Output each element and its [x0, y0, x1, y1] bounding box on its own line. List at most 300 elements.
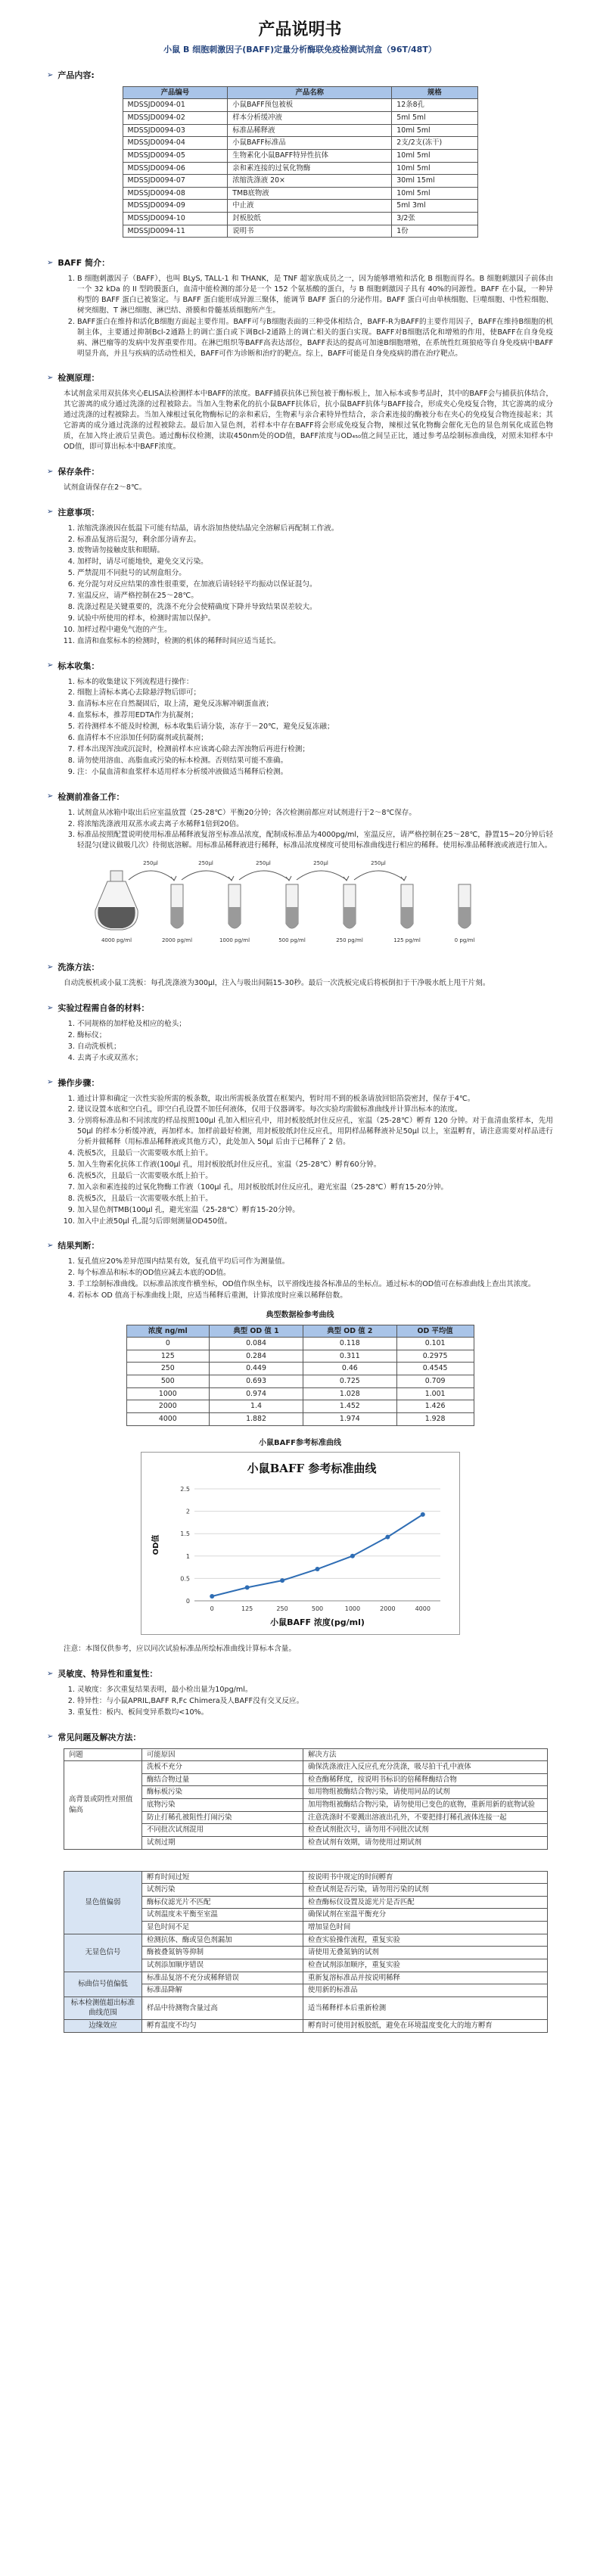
notes-heading-text: 注意事项： [58, 507, 100, 517]
arrow-head-icon [401, 876, 406, 881]
table-cell: MDSSJD0094-11 [123, 225, 228, 238]
table-cell: 0 [126, 1338, 210, 1350]
table-cell: 1.001 [396, 1387, 474, 1400]
faq-problem-cell: 标本检测值超出标准曲线范围 [64, 1996, 142, 2019]
x-tick-label: 125 [241, 1605, 253, 1613]
list-item: 9. 加入显色剂TMB(100μl 孔，避光室温（25-28℃）孵育15-20分钟。 [77, 1205, 553, 1216]
table-cell: 10ml 5ml [392, 124, 477, 137]
arrow-head-icon [344, 876, 349, 881]
list-item: 3. 手工绘制标准曲线。以标准品浓度作横坐标，OD值作纵坐标，以平滑线连接各标准品的坐标点。通过标本的OD值可在标准曲线上查出其浓度。 [77, 1279, 553, 1290]
standard-curve-chart [141, 1452, 460, 1635]
materials-list [64, 1019, 553, 1064]
principle-heading [47, 372, 553, 384]
tube-liquid [228, 907, 241, 928]
col-header: 规格 [392, 86, 477, 99]
faq-cause-cell: 酶被叠氮钠等抑制 [142, 1947, 303, 1959]
table-cell: 5ml 3ml [392, 200, 477, 213]
transfer-arrow-icon [129, 871, 174, 880]
table-cell: MDSSJD0094-10 [123, 213, 228, 225]
faq-cause-cell: 防止打稀孔被阻性打闹污染 [142, 1811, 303, 1824]
faq-cause-cell: 试剂污染 [142, 1884, 303, 1897]
table-row [64, 1871, 548, 1884]
arrow-head-icon [286, 876, 291, 881]
arrow-head-icon [228, 876, 234, 881]
table-row [123, 162, 477, 175]
table-cell: 4000 [126, 1412, 210, 1425]
table-cell: MDSSJD0094-01 [123, 99, 228, 112]
table-cell: 10ml 5ml [392, 162, 477, 175]
list-item: 1. 通过计算和确定一次性实验所需的板条数，取出所需板条放置在框架内，暂时用不到的板条请放回铝箔袋密封，保存于4℃。 [77, 1094, 553, 1105]
table-cell: MDSSJD0094-04 [123, 137, 228, 150]
faq-table-1-body [64, 1761, 548, 1849]
arrow-head-icon [171, 876, 176, 881]
table-row [123, 99, 477, 112]
y-tick-label: 0.5 [179, 1575, 190, 1583]
dilution-diagram [64, 857, 553, 948]
contents-heading [47, 70, 553, 82]
list-item: 8. 请勿使用溶血、高脂血或污染的标本检测。否则结果可能不准确。 [77, 756, 553, 766]
faq-cause-cell: 酶结合物过量 [142, 1773, 303, 1786]
prep-heading-text: 检测前准备工作： [58, 791, 125, 802]
storage-heading [47, 466, 553, 478]
list-item: 4. 加样时，请尽可能地快，避免交叉污染。 [77, 557, 553, 567]
list-item: 5. 严禁混用不同批号的试剂盒组分。 [77, 568, 553, 579]
faq-cause-cell: 酶标仪滤光片不匹配 [142, 1896, 303, 1909]
faq-solution-cell: 确保洗涤液注入反应孔充分洗涤，吸尽拍干孔中液体 [303, 1761, 548, 1774]
list-item: 2. 细胞上清标本离心去除悬浮物后即可； [77, 688, 553, 698]
y-axis-label: OD值 [151, 1534, 160, 1555]
list-item: 4. 血浆标本，推荐用EDTA作为抗凝剂； [77, 710, 553, 721]
prep-heading [47, 791, 553, 803]
table-row [123, 187, 477, 200]
table-cell: 1000 [126, 1387, 210, 1400]
list-item: 10. 加样过程中避免气泡的产生。 [77, 625, 553, 635]
faq-cause-cell: 样品中待测物含量过高 [142, 1996, 303, 2019]
table-cell: 5ml 5ml [392, 112, 477, 125]
table-cell: 1.452 [303, 1400, 396, 1413]
col-header: 产品编号 [123, 86, 228, 99]
x-tick-label: 500 [311, 1605, 323, 1613]
transfer-arrow-icon [297, 871, 347, 880]
contents-table-body [123, 99, 477, 238]
list-item: 3. 分别将标准品和不同浓度的样品按照100μl 孔加入相应孔中，用封板胶纸封住反应孔，室温（25-28℃）孵育 120 分钟。对于血清血浆样本，先用 50μl 的样本分析缓冲液，再加样本。加样前最好检测，用封板胶纸封住反应孔，用阴样品稀释液补足50μl 以上，室温孵育，请注意需要对样品进行分析并做稀释（用标准品稀释液或其他方式），此处加入 50μl 后由于已稀释了 2 倍。 [77, 1116, 553, 1148]
table-row [123, 200, 477, 213]
specificity-heading [47, 1668, 553, 1680]
list-item: 3. 重复性：板内、板间变异系数均<10%。 [77, 1707, 553, 1718]
table-row [126, 1338, 474, 1350]
list-item: 3. 废物请勿接触皮肤和眼睛。 [77, 545, 553, 556]
arrow-bullet-icon: ➢ [47, 508, 54, 517]
faq-problem-cell: 显色值偏弱 [64, 1871, 142, 1934]
arrow-bullet-icon: ➢ [47, 467, 54, 476]
list-item: 1. B 细胞刺激因子（BAFF），也叫 BLyS, TALL-1 和 THANK，是 TNF 超家族成员之一，因为能够增殖和活化 B 细胞而得名。B 细胞刺激因子前体由一个 32 kDa 的 II 型跨膜蛋白，血清中能检测的部分是一个 152 个氨基酸的蛋白，与 B 细胞刺激因子具有 40%的同源性。BAFF 在小鼠，一种异构型的 BAFF 蛋白已被鉴定。与 BAFF 蛋白能形成异源三聚体，能调节 BAFF 蛋白的分泌作用。BAFF 蛋白可由单核细胞、巨噬细胞、中性粒细胞、树突细胞、T 淋巴细胞、淋巴结、滑膜和骨髓基质细胞所产生。 [77, 274, 553, 316]
tube-liquid [459, 907, 471, 928]
data-point [350, 1554, 354, 1558]
faq-solution-cell: 增加显色时间 [303, 1922, 548, 1934]
list-item: 2. BAFF蛋白在维持和活化B细胞方面起主要作用。BAFF可与B细胞表面的三种受体相结合，BAFF-R为BAFF的主要作用因子，BAFF在维持B细胞的机制主体，主要通过抑制Bcl-2通路上的调亡蛋白或下调Bcl-2通路上的调亡相关的蛋白实现。BAFF对B细胞活化和增殖的作用，使BAFF在自身免疫病、淋巴瘤等的发病中发挥重要作用。在淋巴组织等BAFF高表达部位，BAFF表达的提高可加速B细胞增殖，在系统性红斑狼疮等自身免疫病中BAFF明显升高，并且与疾病的活动性相关，BAFF可作为诊断和治疗的靶点。综上，BAFF可能是自身免疫病的潜在治疗靶点。 [77, 317, 553, 359]
faq-cause-cell: 孵育温度不均匀 [142, 2020, 303, 2033]
washing-heading [47, 962, 553, 974]
results-heading-text: 结果判断： [58, 1241, 100, 1251]
table-cell: MDSSJD0094-03 [123, 124, 228, 137]
col-header: 浓度 ng/ml [126, 1325, 210, 1338]
table-cell: 0.284 [210, 1350, 303, 1363]
intro-heading-text: BAFF 简介： [58, 258, 110, 269]
table-cell: 3/2张 [392, 213, 477, 225]
faq-cause-cell: 洗板不充分 [142, 1761, 303, 1774]
std-table-header [126, 1325, 474, 1338]
faq-solution-cell: 按说明书中规定的时间孵育 [303, 1871, 548, 1884]
table-cell: 10ml 5ml [392, 187, 477, 200]
transfer-volume-label: 250μl [371, 860, 386, 867]
dilution-svg [64, 857, 548, 948]
list-item: 2. 建议设置本底和空白孔，即空白孔设置不加任何液体，仅用于仪器调零。每次实验均需做标准曲线并计算出标本的浓度。 [77, 1105, 553, 1115]
dilution-tubes [129, 860, 474, 943]
y-tick-label: 2.5 [179, 1486, 190, 1493]
faq-problem-cell: 标曲信号值偏低 [64, 1972, 142, 1996]
transfer-arrow-icon [354, 871, 404, 880]
list-item: 2. 每个标准品和标本的OD值应减去本底的OD值。 [77, 1268, 553, 1279]
arrow-bullet-icon: ➢ [47, 1078, 54, 1087]
doc-subtitle: 小鼠 B 细胞刺激因子(BAFF)定量分析酶联免疫检测试剂盒（96T/48T） [163, 44, 437, 54]
table-row [64, 2020, 548, 2033]
tube-liquid [286, 907, 298, 928]
storage-heading-text: 保存条件： [58, 466, 100, 477]
faq-cause-cell: 试剂温度未平衡至室温 [142, 1909, 303, 1922]
faq-heading-text: 常见问题及解决方法： [58, 1732, 141, 1742]
data-point [315, 1567, 319, 1571]
faq-solution-cell: 重新复溶标准品并按说明稀释 [303, 1972, 548, 1984]
table-cell: 500 [126, 1375, 210, 1388]
materials-heading-text: 实验过程需自备的材料： [58, 1003, 150, 1014]
table-cell: 0.974 [210, 1387, 303, 1400]
list-item: 2. 特异性：与小鼠APRIL,BAFF R,Fc Chimera及人BAFF没有交叉反应。 [77, 1696, 553, 1707]
table-cell: 小鼠BAFF预包被板 [228, 99, 392, 112]
faq-cause-cell: 显色时间不足 [142, 1922, 303, 1934]
table-cell: 0.118 [303, 1338, 396, 1350]
faq-problem-cell: 无显色信号 [64, 1934, 142, 1972]
list-item: 1. 灵敏度：多次重复结果表明，最小检出量为10pg/ml。 [77, 1685, 553, 1695]
chart-note: 注意：本图仅供参考，应以同次试验标准品所绘标准曲线计算标本含量。 [64, 1645, 296, 1654]
table-cell: 0.725 [303, 1375, 396, 1388]
list-item: 6. 血清样本不应添加任何防腐剂或抗凝剂； [77, 733, 553, 744]
tube-label: 125 pg/ml [393, 937, 421, 944]
table-cell: MDSSJD0094-05 [123, 149, 228, 162]
table-cell: 说明书 [228, 225, 392, 238]
list-item: 1. 试剂盒从冰箱中取出后应室温放置（25-28℃）平衡20分钟；各次检测前都应对试剂进行于2～8℃保存。 [77, 808, 553, 819]
table-row [123, 225, 477, 238]
y-tick-label: 1.5 [179, 1530, 190, 1538]
table-cell: 0.311 [303, 1350, 396, 1363]
list-item: 3. 血清标本应在自然凝固后，取上清，避免反冻解冲刷蛋血液； [77, 699, 553, 710]
faq-solution-cell: 检查试剂有效期，请勿使用过期试剂 [303, 1836, 548, 1849]
list-item: 4. 洗板5次，且最后一次需要吸水纸上拍干。 [77, 1148, 553, 1159]
std-data-table [126, 1325, 474, 1426]
arrow-bullet-icon: ➢ [47, 1669, 54, 1678]
table-cell: 2000 [126, 1400, 210, 1413]
faq-problem-cell: 边缘效应 [64, 2020, 142, 2033]
prep-list [64, 808, 553, 852]
faq-problem-cell: 高背景或阴性对照值偏高 [64, 1761, 142, 1849]
arrow-bullet-icon: ➢ [47, 962, 54, 971]
procedure-list [64, 1094, 553, 1227]
table-cell: MDSSJD0094-02 [123, 112, 228, 125]
results-heading [47, 1240, 553, 1252]
list-item: 2. 将浓缩洗涤液用双蒸水或去离子水稀释1倍到20倍。 [77, 819, 553, 830]
transfer-volume-label: 250μl [256, 860, 271, 867]
list-item: 3. 标准品按照配置说明使用标准品稀释液复溶至标准品浓度，配制成标准品为4000pg/ml，室温反应，请严格控制在25～28℃，静置15~20分钟后轻轻混匀(建议做吸几次）待彻底溶解。用标准品稀释液进行稀释，标准品浓度梯度可使用标准曲线进行相应的稀释。使用标准品稀释液或液进行加入。 [77, 830, 553, 851]
arrow-bullet-icon: ➢ [47, 70, 54, 79]
faq-cause-cell: 孵育时间过短 [142, 1871, 303, 1884]
table-row [123, 213, 477, 225]
tube-liquid [171, 907, 183, 928]
procedure-heading [47, 1077, 553, 1089]
col-header: 典型 OD 值 1 [210, 1325, 303, 1338]
specificity-heading-text: 灵敏度、特异性和重复性： [58, 1668, 158, 1679]
tube-label: 500 pg/ml [278, 937, 306, 944]
list-item: 9. 注：小鼠血清和血浆样本适用样本分析缓冲液做适当稀释后检测。 [77, 767, 553, 778]
faq-cause-cell: 试剂过期 [142, 1836, 303, 1849]
faq-solution-cell: 检查实验操作流程，重复实验 [303, 1934, 548, 1947]
faq-header [64, 1748, 548, 1761]
results-list [64, 1257, 553, 1301]
std-table-body [126, 1338, 474, 1425]
faq-solution-cell: 检查试剂是否污染，请勿用污染的试剂 [303, 1884, 548, 1897]
y-tick-label: 1 [185, 1552, 190, 1560]
table-cell: 10ml 5ml [392, 149, 477, 162]
data-point [420, 1512, 424, 1517]
arrow-bullet-icon: ➢ [47, 792, 54, 801]
table-cell: 0.101 [396, 1338, 474, 1350]
table-row [64, 1761, 548, 1774]
tube-liquid [401, 907, 413, 928]
table-cell: 250 [126, 1363, 210, 1375]
principle-heading-text: 检测原理： [58, 373, 100, 384]
list-item: 2. 标准品复溶后混匀，剩余部分请弃去。 [77, 535, 553, 545]
table-cell: MDSSJD0094-08 [123, 187, 228, 200]
table-row [126, 1387, 474, 1400]
list-item: 1. 浓缩洗涤液因在低温下可能有结晶，请水浴加热使结晶完全溶解后再配制工作液。 [77, 524, 553, 534]
table-cell: MDSSJD0094-06 [123, 162, 228, 175]
y-tick-label: 0 [185, 1598, 190, 1605]
table-row [123, 124, 477, 137]
faq-solution-cell: 检查酶标仪设置及滤光片是否匹配 [303, 1896, 548, 1909]
col-header: OD 平均值 [396, 1325, 474, 1338]
table-row [123, 112, 477, 125]
x-axis-label: 小鼠BAFF 浓度(pg/ml) [269, 1617, 365, 1628]
list-item: 10. 加入中止液50μl 孔,混匀后即刻测量OD450值。 [77, 1217, 553, 1227]
table-row [123, 137, 477, 150]
table-row [64, 1996, 548, 2019]
faq-cause-cell: 标准品降解 [142, 1984, 303, 1997]
faq-cause-cell: 标准品复溶不充分或稀释错误 [142, 1972, 303, 1984]
specificity-list [64, 1685, 553, 1718]
table-cell: 1.4 [210, 1400, 303, 1413]
table-cell: 1.426 [396, 1400, 474, 1413]
washing-heading-text: 洗涤方法： [58, 962, 100, 973]
faq-solution-cell: 请使用无叠氮钠的试剂 [303, 1947, 548, 1959]
faq-cause-cell: 不同批次试剂混用 [142, 1824, 303, 1837]
list-item: 6. 充分混匀对反应结果的准性很重要，在加液后请轻轻平均振动以保证混匀。 [77, 580, 553, 590]
transfer-arrow-icon [182, 871, 232, 880]
x-tick-label: 250 [275, 1605, 288, 1613]
table-row [126, 1400, 474, 1413]
data-point [210, 1594, 214, 1599]
notes-list [64, 524, 553, 647]
notes-heading [47, 507, 553, 519]
col-header: 可能原因 [142, 1748, 303, 1761]
contents-table-header [123, 86, 477, 99]
col-header: 典型 OD 值 2 [303, 1325, 396, 1338]
faq-cause-cell: 检测抗体、酶或显色剂漏加 [142, 1934, 303, 1947]
table-cell: 30ml 15ml [392, 175, 477, 188]
table-cell: 12条8孔 [392, 99, 477, 112]
faq-solution-cell: 加用物组被酶结合物污染，请勿使用已变色的底物，重新用新的底物试验 [303, 1799, 548, 1812]
data-point [244, 1585, 249, 1589]
materials-heading [47, 1002, 553, 1015]
table-cell: 0.449 [210, 1363, 303, 1375]
intro-heading [47, 257, 553, 269]
doc-title: 产品说明书 [258, 20, 342, 39]
table-row [126, 1350, 474, 1363]
col-header: 解决方法 [303, 1748, 548, 1761]
contents-table [123, 86, 478, 238]
faq-solution-cell: 检查试剂添加顺序，重复实验 [303, 1959, 548, 1972]
series-line [212, 1515, 423, 1596]
table-row [123, 175, 477, 188]
sample-heading [47, 660, 553, 673]
table-cell: 0.46 [303, 1363, 396, 1375]
table-cell: 封板胶纸 [228, 213, 392, 225]
table-cell: 0.4545 [396, 1363, 474, 1375]
y-tick-label: 2 [185, 1508, 190, 1515]
list-item: 2. 酶标仪； [77, 1030, 553, 1041]
table-cell: 中止液 [228, 200, 392, 213]
table-cell: MDSSJD0094-07 [123, 175, 228, 188]
intro-list [64, 274, 553, 359]
faq-solution-cell: 确保试剂在室温平衡充分 [303, 1909, 548, 1922]
table-row [123, 149, 477, 162]
arrow-bullet-icon: ➢ [47, 661, 54, 670]
washing-text: 自动洗板机或小鼠工洗板：每孔洗涤液为300μl，注入与吸出间隔15-30秒。最后一次洗板完成后将板倒扣于干净吸水纸上甩干片刻。 [64, 979, 490, 988]
tube-label: 4000 pg/ml [101, 937, 132, 944]
list-item: 1. 复孔值应20%差异范围内结果有效，复孔值平均后可作为测量值。 [77, 1257, 553, 1267]
tube-label: 2000 pg/ml [161, 937, 193, 944]
std-table-caption: 典型数据检参考曲线 [266, 1311, 334, 1320]
faq-solution-cell: 孵育时可使用封板胶纸，避免在环境温度变化大的地方孵育 [303, 2020, 548, 2033]
transfer-volume-label: 250μl [313, 860, 328, 867]
list-item: 11. 血清和血浆标本的检测时，检测的机体的稀释时间应适当延长。 [77, 636, 553, 647]
tube-label: 250 pg/ml [336, 937, 363, 944]
faq-table-2 [64, 1871, 548, 2033]
list-item: 1. 标本的收集建议下列流程进行操作： [77, 677, 553, 688]
table-cell: 2支/2支(冻干) [392, 137, 477, 150]
table-cell: 小鼠BAFF标准品 [228, 137, 392, 150]
list-item: 5. 加入生物素化抗体工作液(100μl 孔，用封板胶纸封住反应孔，室温（25-28℃）孵育60分钟。 [77, 1160, 553, 1170]
chart-svg [141, 1453, 459, 1634]
table-cell: 浓缩洗涤液 20× [228, 175, 392, 188]
table-cell: 1.974 [303, 1412, 396, 1425]
list-item: 8. 洗涤过程是关键重要的，洗涤不充分会使精确度下降并导致结果误差较大。 [77, 602, 553, 613]
table-row [126, 1412, 474, 1425]
faq-cause-cell: 酶标板污染 [142, 1786, 303, 1799]
table-cell: 0.084 [210, 1338, 303, 1350]
col-header: 问题 [64, 1748, 142, 1761]
faq-heading [47, 1732, 553, 1744]
tube-label: 0 pg/ml [454, 937, 475, 944]
table-row [126, 1375, 474, 1388]
transfer-volume-label: 250μl [198, 860, 213, 867]
faq-solution-cell: 使用新的标准品 [303, 1984, 548, 1997]
table-cell: 1.928 [396, 1412, 474, 1425]
list-item: 5. 若待测样本不能及时检测，标本收集后请分装，冻存于－20℃，避免反复冻融； [77, 722, 553, 732]
arrow-bullet-icon: ➢ [47, 1241, 54, 1251]
list-item: 6. 洗板5次，且最后一次需要吸水纸上拍干。 [77, 1171, 553, 1182]
tube-label: 1000 pg/ml [219, 937, 250, 944]
x-tick-label: 0 [210, 1605, 214, 1613]
chart-caption: 小鼠BAFF参考标准曲线 [258, 1438, 342, 1447]
faq-solution-cell: 适当稀释样本后重新检测 [303, 1996, 548, 2019]
list-item: 3. 自动洗板机； [77, 1042, 553, 1052]
table-cell: 0.693 [210, 1375, 303, 1388]
table-row [64, 1972, 548, 1984]
x-tick-label: 2000 [379, 1605, 396, 1613]
data-point [280, 1578, 284, 1583]
faq-solution-cell: 检查试剂批次号，请勿用不同批次试剂 [303, 1824, 548, 1837]
table-cell: 标准品稀释液 [228, 124, 392, 137]
table-cell: MDSSJD0094-09 [123, 200, 228, 213]
transfer-volume-label: 250μl [143, 860, 158, 867]
arrow-bullet-icon: ➢ [47, 1003, 54, 1012]
procedure-heading-text: 操作步骤： [58, 1077, 100, 1088]
x-tick-label: 4000 [415, 1605, 431, 1613]
faq-table-2-body [64, 1871, 548, 2032]
table-cell: 亲和素连接的过氧化物酶 [228, 162, 392, 175]
list-item: 7. 加入亲和素连接的过氧化物酶工作液（100μl 孔，用封板胶纸封住反应孔，避光室温（25-28℃）孵育15-20分钟。 [77, 1182, 553, 1193]
table-cell: 1.028 [303, 1387, 396, 1400]
list-item: 1. 不同规格的加样枪及相应的枪头； [77, 1019, 553, 1030]
list-item: 4. 若标本 OD 值高于标准曲线上限，应适当稀释后重测，计算浓度时应乘以稀释倍数。 [77, 1291, 553, 1301]
table-row [126, 1363, 474, 1375]
col-header: 产品名称 [228, 86, 392, 99]
storage-text: 试剂盒请保存在2～8℃。 [64, 483, 147, 492]
table-cell: 0.709 [396, 1375, 474, 1388]
faq-cause-cell: 底物污染 [142, 1799, 303, 1812]
list-item: 8. 洗板5次，且最后一次需要吸水纸上拍干。 [77, 1194, 553, 1204]
data-point [385, 1535, 390, 1540]
table-cell: 125 [126, 1350, 210, 1363]
x-tick-label: 1000 [344, 1605, 360, 1613]
transfer-arrow-icon [239, 871, 289, 880]
faq-table-1 [64, 1748, 548, 1850]
table-cell: 1.882 [210, 1412, 303, 1425]
table-cell: TMB底物液 [228, 187, 392, 200]
list-item: 4. 去离子水或双蒸水； [77, 1053, 553, 1064]
arrow-bullet-icon: ➢ [47, 1732, 54, 1742]
table-cell: 样本分析缓冲液 [228, 112, 392, 125]
principle-text: 本试剂盒采用双抗体夹心ELISA法检测样本中BAFF的浓度。BAFF捕获抗体已预包被于酶标板上，加入标本或参考品时，其中的BAFF会与捕获抗体结合，其它游离的成分通过洗涤的过程被除去。当加入生物素化的抗小鼠BAFF抗体后，抗小鼠BAFF抗体与BAFF接合，形成夹心免疫复合物，其它游离的成分通过洗涤的过程被除去。当加入辣根过氧化物酶标记的亲和素后，生物素与亲合素特异性结合，亲合素连接的酶被分布在夹心的免疫复合物连接起来；其它游离的成分通过洗涤的过程被除去。最后加入显色剂，若样本中存在BAFF将会形成免疫复合物，辣根过氧化物酶会催化无色的显色剂氧化成蓝色物质，在加入终止液后呈黄色。通过酶标仪检测，读取450nm处的OD值，BAFF浓度与OD₄₅₀值之间呈正比，通过参考品绘制标准曲线，对照未知样本中OD值，即可算出标本中BAFF浓度。 [64, 390, 553, 451]
stock-bottle-icon [95, 871, 138, 930]
list-item: 9. 试验中所使用的样本，检测时需加以保护。 [77, 614, 553, 624]
arrow-bullet-icon: ➢ [47, 258, 54, 267]
table-cell: 1份 [392, 225, 477, 238]
contents-heading-text: 产品内容: [58, 70, 95, 80]
arrow-bullet-icon: ➢ [47, 374, 54, 383]
faq-solution-cell: 注意洗涤时不要溅出溶液出孔外，不要把排打稀孔液体连接一起 [303, 1811, 548, 1824]
table-cell: 生物素化小鼠BAFF特异性抗体 [228, 149, 392, 162]
faq-solution-cell: 检查酶稀释度，按说明书标识的倍稀释酶结合物 [303, 1773, 548, 1786]
tube-liquid [344, 907, 356, 928]
